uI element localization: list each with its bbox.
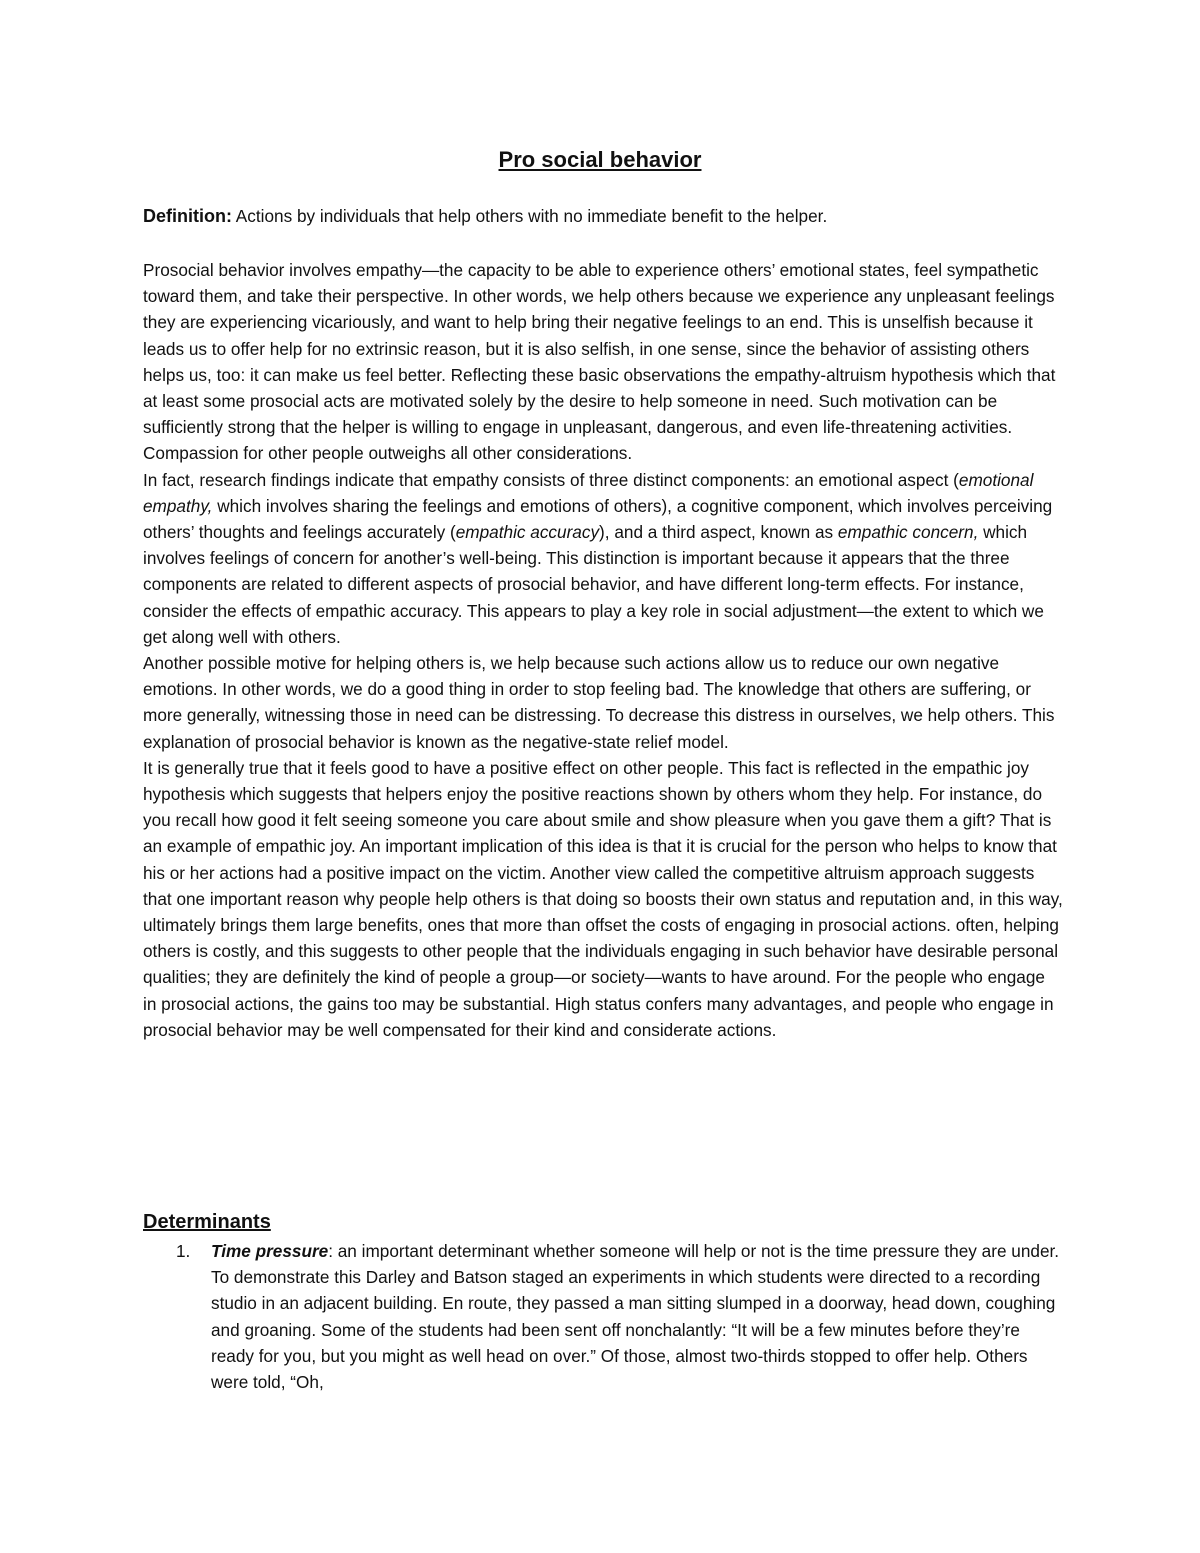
italic-term: empathic accuracy	[455, 522, 600, 543]
list-term: Time pressure	[211, 1241, 329, 1261]
definition-text: Actions by individuals that help others with no immediate benefit to the helper.	[231, 206, 828, 226]
list-number: 1.	[176, 1241, 191, 1261]
italic-term: empathic concern,	[837, 522, 979, 543]
paragraph	[143, 650, 1063, 755]
list-item	[143, 1238, 1063, 1395]
italic-term: emotional empathy,	[143, 469, 1034, 516]
paragraph	[143, 257, 1063, 467]
page-title: Pro social behavior	[498, 147, 702, 172]
paragraph	[143, 755, 1063, 1043]
paragraph-text: Another possible motive for helping others is, we help because such actions allow us to reduce our own negative emotions. In other words, we do a good thing in order to stop feeling bad. The knowledge that others are suffering, or more generally, witnessing those in need can be distressing. To decrease this distress in ourselves, we help others. This explanation of prosocial behavior is known as the negative-state relief model.	[143, 653, 1055, 752]
determinants-list	[143, 1238, 1063, 1395]
paragraph-text: Prosocial behavior involves empathy—the capacity to be able to experience others’ emotional states, feel sympathetic toward them, and take their perspective. In other words, we help others because we experience any unpleasant feelings they are experiencing vicariously, and want to help bring their negative feelings to an end. This is unselfish because it leads us to offer help for no extrinsic reason, but it is also selfish, in one sense, since the behavior of assisting others helps us, too: it can make us feel better. Reflecting these basic observations the empathy-altruism hypothesis which that at least some prosocial acts are motivated solely by the desire to help someone in need. Such motivation can be sufficiently strong that the helper is willing to engage in unpleasant, dangerous, and even life-threatening activities. Compassion for other people outweighs all other considerations.	[143, 260, 1056, 464]
definition	[143, 203, 1063, 229]
definition-label: Definition:	[143, 206, 232, 226]
section-heading-determinants: Determinants	[143, 1211, 271, 1233]
paragraph-text: ), and a third aspect, known as	[599, 522, 838, 543]
paragraph-text: It is generally true that it feels good to have a positive effect on other people. This fact is reflected in the empathic joy hypothesis which suggests that helpers enjoy the positive reactions shown by others whom they help. For instance, do you recall how good it felt seeing someone you care about smile and show pleasure when you gave them a gift? That is an example of empathic joy. An important implication of this idea is that it is crucial for the person who helps to know that his or her actions had a positive impact on the victim. Another view called the competitive altruism approach suggests that one important reason why people help others is that doing so boosts their own status and reputation and, in this way, ultimately brings them large benefits, ones that more than offset the costs of engaging in prosocial actions. often, helping others is costly, and this suggests to other people that the individuals engaging in such behavior have desirable personal qualities; they are definitely the kind of people a group—or society—wants to have around. For the people who engage in prosocial actions, the gains too may be substantial. High status confers many advantages, and people who engage in prosocial behavior may be well compensated for their kind and considerate actions.	[143, 757, 1063, 1040]
body-text	[143, 257, 1063, 1043]
paragraph	[143, 467, 1063, 650]
paragraph-text: In fact, research findings indicate that empathy consists of three distinct components: an emotional aspect (	[143, 469, 959, 490]
list-text: : an important determinant whether someone will help or not is the time pressure they are under. To demonstrate this Darley and Batson staged an experiments in which students were directed to a recording studio in an adjacent building. En route, they passed a man sitting slumped in a doorway, head down, coughing and groaning. Some of the students had been sent off nonchalantly: “It will be a few minutes before they’re ready for you, but you might as well head on over.” Of those, almost two-thirds stopped to offer help. Others were told, “Oh,	[211, 1241, 1060, 1393]
paragraph-text: which involves sharing the feelings and emotions of others), a cognitive component, which involves perceiving others’ thoughts and feelings accurately (	[143, 495, 1053, 543]
paragraph-text: which involves feelings of concern for another’s well-being. This distinction is important because it appears that the three components are related to different aspects of prosocial behavior, and have different long-term effects. For instance, consider the effects of empathic accuracy. This appears to play a key role in social adjustment—the extent to which we get along well with others.	[143, 522, 1044, 647]
